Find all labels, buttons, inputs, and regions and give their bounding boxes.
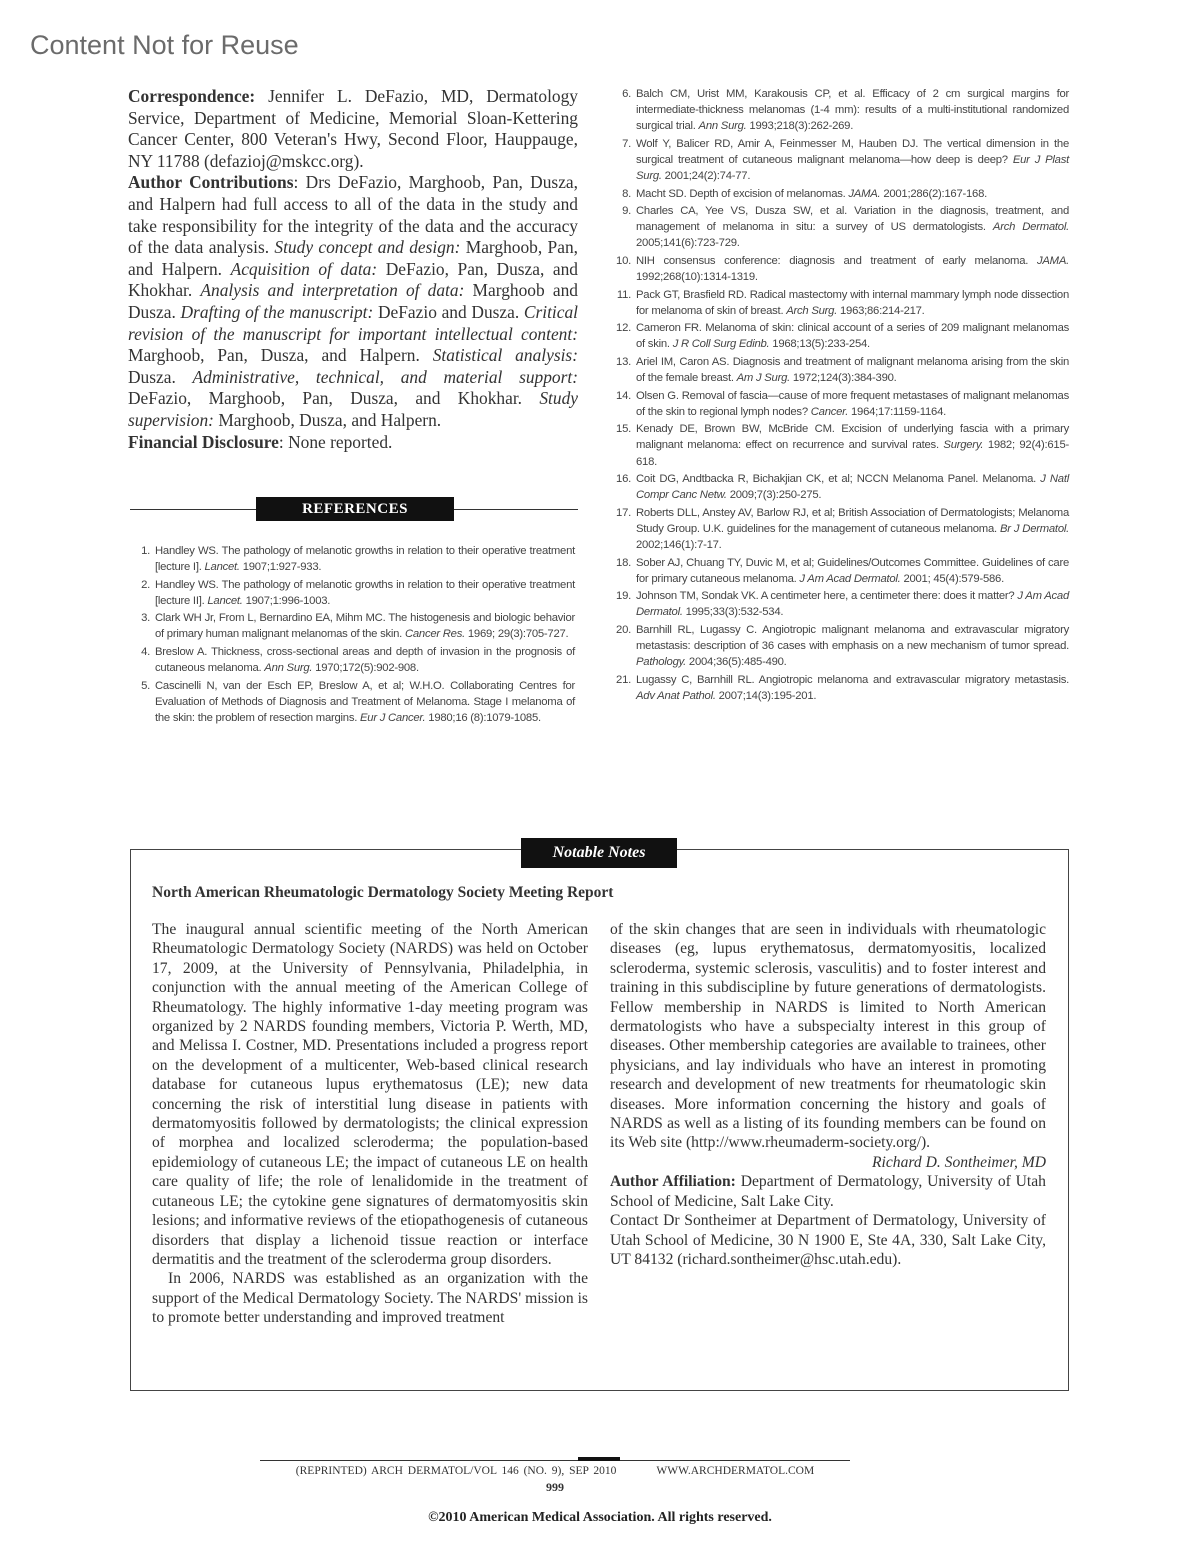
text: : None reported. bbox=[278, 431, 393, 452]
text: Marghoob and Dusza. bbox=[128, 280, 578, 322]
footer-rule-accent bbox=[578, 1457, 620, 1461]
reference-text bbox=[636, 320, 1069, 352]
text: DeFazio and Dusza. bbox=[373, 301, 524, 322]
journal-name: Surgery. bbox=[943, 439, 984, 452]
reference-body: Cameron FR. Melanoma of skin: clinical account of a series of 209 malignant melanomas of skin. bbox=[636, 322, 1069, 351]
reference-text bbox=[155, 577, 575, 609]
journal-name: Pathology. bbox=[636, 656, 687, 669]
reference-item bbox=[614, 622, 1069, 670]
journal-name: Lancet. bbox=[207, 594, 243, 607]
reference-details: 2007;14(3):195-201. bbox=[715, 689, 817, 702]
references-heading bbox=[130, 497, 578, 521]
reference-details: 1980;16 (8):1079-1085. bbox=[425, 711, 541, 724]
article-column-2 bbox=[610, 920, 1046, 1269]
text: : Drs DeFazio, Marghoob, Pan, Dusza, and Halpern had full access to all of the data in the study and take responsibility for the integrity of the data and the accuracy of the data analysis. bbox=[128, 172, 578, 258]
journal-name: Eur J Cancer. bbox=[360, 711, 426, 724]
paragraph: The inaugural annual scientific meeting of the North American Rheumatologic Dermatology Society (NARDS) was held on October 17, 2009, at the University of Pennsylvania, Philadelphia, in conjunction with the annual meeting of the American College of Rheumatology. The highly informative 1-day meeting program was organized by 2 NARDS founding members, Victoria P. Werth, MD, and Melissa I. Costner, MD. Presentations included a progress report on the development of a multicenter, Web-based clinical research database for cutaneous lupus erythematosus (LE); new data concerning the risk of interstitial lung disease in patients with dermatomyositis followed by dermatologists; the clinical expression of morphea and localized scleroderma; the population-based epidemiology of cutaneous LE; the impact of cutaneous LE on health care quality of life; the role of lenalidomide in the treatment of cutaneous LE; the cytokine gene signatures of dermatomyositis skin lesions; and informative reviews of the etiopathogenesis of cutaneous disorders that display a lichenoid tissue reaction or interface dermatitis and the treatment of the scleroderma group disorders. bbox=[152, 921, 588, 1268]
reference-text bbox=[636, 471, 1069, 503]
reference-item bbox=[133, 644, 575, 676]
reference-item bbox=[614, 253, 1069, 285]
reference-details: 1970;172(5):902-908. bbox=[312, 662, 419, 675]
reference-number: 11. bbox=[616, 288, 631, 301]
reference-number: 8. bbox=[622, 187, 631, 200]
reference-details: 1993;218(3):262-269. bbox=[746, 120, 854, 133]
reference-body: Barnhill RL, Lugassy C. Angiotropic malignant melanoma and extravascular migratory metastasis: description of 36 cases with emphasis on a new mechanism of tumor spread. bbox=[636, 624, 1069, 653]
reference-details: 1964;17:1159-1164. bbox=[848, 405, 946, 418]
reference-number: 5. bbox=[141, 679, 150, 692]
journal-name: J R Coll Surg Edinb. bbox=[672, 338, 770, 351]
contact-info: Contact Dr Sontheimer at Department of Dermatology, University of Utah School of Medicine, 30 N 1900 E, Ste 4A, 330, Salt Lake City, UT 84132 (richard.sontheimer@hsc.utah.edu). bbox=[610, 1212, 1046, 1268]
reference-item bbox=[614, 588, 1069, 620]
journal-name: Adv Anat Pathol. bbox=[636, 689, 716, 702]
reference-number: 9. bbox=[622, 205, 631, 218]
reference-body: Sober AJ, Chuang TY, Duvic M, et al; Guidelines/Outcomes Committee. Guidelines of care for primary cutaneous melanoma. bbox=[636, 556, 1069, 585]
journal-name: J Natl Compr Canc Netw. bbox=[636, 473, 1069, 502]
article-heading: North American Rheumatologic Dermatology Society Meeting Report bbox=[152, 884, 614, 901]
reference-item bbox=[614, 287, 1069, 319]
notable-notes-box bbox=[130, 844, 1069, 1391]
paragraph bbox=[128, 432, 578, 454]
role-label: Acquisition of data: bbox=[230, 258, 378, 279]
reference-text bbox=[155, 678, 575, 726]
reference-text bbox=[155, 644, 575, 676]
reference-number: 16. bbox=[616, 473, 631, 486]
reference-item bbox=[614, 86, 1069, 134]
reference-number: 6. bbox=[622, 88, 631, 100]
paragraph bbox=[128, 172, 578, 431]
reference-body: Breslow A. Thickness, cross-sectional areas and depth of invasion in the prognosis of cutaneous melanoma. bbox=[155, 646, 575, 675]
reference-details: 1982; 92(4):615-618. bbox=[636, 439, 1070, 468]
reference-item bbox=[614, 672, 1069, 704]
reference-text bbox=[636, 86, 1069, 134]
reference-number: 7. bbox=[622, 137, 631, 150]
references-label: REFERENCES bbox=[256, 497, 454, 521]
footer-rule bbox=[260, 1460, 850, 1461]
reference-body: Ariel IM, Caron AS. Diagnosis and treatment of malignant melanoma arising from the skin of the female breast. bbox=[636, 356, 1069, 385]
reference-text bbox=[155, 610, 575, 642]
affiliation-text: Department of Dermatology, University of Utah School of Medicine, Salt Lake City. bbox=[610, 1173, 1046, 1210]
reference-body: Kenady DE, Brown BW, McBride CM. Excision of underlying fascia with a primary malignant melanoma: effect on recurrence and survival rates. bbox=[636, 423, 1069, 452]
journal-name: Br J Dermatol. bbox=[999, 522, 1069, 535]
author-affiliation bbox=[610, 1172, 1046, 1211]
label: Author Contributions bbox=[128, 172, 294, 193]
paragraph bbox=[128, 86, 578, 172]
reference-text bbox=[636, 622, 1069, 670]
role-label: Analysis and interpretation of data: bbox=[200, 280, 465, 301]
author-signature: Richard D. Sontheimer, MD bbox=[872, 1153, 1046, 1171]
text: Marghoob, Pan, Dusza, and Halpern. bbox=[128, 345, 433, 366]
reference-text bbox=[636, 555, 1069, 587]
paragraph: of the skin changes that are seen in individuals with rheumatologic diseases (eg, lupus erythematosus, dermatomyositis, localized scleroderma, systemic sclerosis, vasculitis) and to foster interest and training in this subdiscipline by future generations of dermatologists. Fellow membership in NARDS is limited to North American dermatologists who have a subspecialty interest in this group of diseases. Other membership categories are available to trainees, other physicians, and lay individuals who have an interest in promoting research and development of new treatments for rheumatologic skin diseases. More information concerning the history and goals of NARDS as well as a listing of its founding members can be found on its Web site (http://www.rheumaderm-society.org/). bbox=[610, 921, 1046, 1152]
journal-name: Eur J Plast Surg. bbox=[636, 153, 1069, 182]
journal-name: JAMA. bbox=[1036, 254, 1069, 267]
watermark: Content Not for Reuse bbox=[30, 30, 299, 60]
reference-body: Pack GT, Brasfield RD. Radical mastectomy with internal mammary lymph node dissection for melanoma of skin of breast. bbox=[636, 288, 1069, 317]
reference-text bbox=[636, 588, 1069, 620]
reference-text bbox=[636, 186, 1069, 202]
reference-item bbox=[133, 610, 575, 642]
notable-notes-tag: Notable Notes bbox=[521, 838, 677, 868]
reference-details: 2001; 45(4):579-586. bbox=[900, 572, 1004, 585]
reference-details: 1907;1:927-933. bbox=[239, 561, 322, 574]
reference-text bbox=[636, 287, 1069, 319]
reference-details: 2004;36(5):485-490. bbox=[686, 656, 787, 669]
reference-body: NIH consensus conference: diagnosis and treatment of early melanoma. bbox=[636, 254, 1037, 267]
reference-body: Coit DG, Andtbacka R, Bichakjian CK, et al; NCCN Melanoma Panel. Melanoma. bbox=[636, 473, 1041, 486]
reference-details: 1969; 29(3):705-727. bbox=[465, 628, 569, 641]
reference-text bbox=[636, 505, 1069, 553]
journal-website: WWW.ARCHDERMATOL.COM bbox=[656, 1465, 815, 1477]
journal-name: Ann Surg. bbox=[698, 120, 747, 133]
journal-name: J Am Acad Dermatol. bbox=[636, 590, 1069, 619]
reference-item bbox=[614, 136, 1069, 184]
label: Correspondence: bbox=[128, 86, 256, 106]
reference-text bbox=[636, 354, 1069, 386]
reference-item bbox=[614, 354, 1069, 386]
reference-details: 2002;146(1):7-17. bbox=[636, 539, 722, 552]
reference-number: 20. bbox=[616, 624, 631, 636]
reference-number: 19. bbox=[616, 590, 631, 603]
reference-text bbox=[155, 543, 575, 575]
reference-body: Macht SD. Depth of excision of melanomas. bbox=[636, 187, 849, 200]
journal-name: Arch Dermatol. bbox=[992, 221, 1069, 234]
role-label: Drafting of the manuscript: bbox=[180, 301, 374, 322]
reference-number: 4. bbox=[141, 646, 150, 659]
reference-text bbox=[636, 253, 1069, 285]
reference-body: Clark WH Jr, From L, Bernardino EA, Mihm MC. The histogenesis and biologic behavior of primary human malignant melanomas of the skin. bbox=[155, 612, 575, 641]
reference-item bbox=[133, 577, 575, 609]
role-label: Statistical analysis: bbox=[432, 345, 578, 366]
role-label: Study concept and design: bbox=[274, 237, 461, 258]
paragraph: In 2006, NARDS was established as an organization with the support of the Medical Dermatology Society. The NARDS' mission is to promote better understanding and improved treatment bbox=[152, 1270, 588, 1327]
reference-body: Handley WS. The pathology of melanotic growths in relation to their operative treatment [lecture I]. bbox=[155, 545, 575, 574]
label: Financial Disclosure bbox=[128, 431, 279, 452]
correspondence-section bbox=[128, 86, 578, 453]
reference-body: Olsen G. Removal of fascia—cause of more frequent metastases of malignant melanomas of the skin to regional lymph nodes? bbox=[636, 389, 1069, 418]
journal-name: Ann Surg. bbox=[264, 662, 313, 675]
reference-item bbox=[614, 421, 1069, 469]
role-label: Study supervision: bbox=[128, 388, 578, 430]
text: DeFazio, Marghoob, Pan, Dusza, and Khokhar. bbox=[128, 388, 540, 409]
reference-body: Balch CM, Urist MM, Karakousis CP, et al. Efficacy of 2 cm surgical margins for intermediate-thickness melanomas (1-4 mm): results of a multi-institutional randomized surgical trial. bbox=[636, 88, 1069, 133]
role-label: Critical revision of the manuscript for important intellectual content: bbox=[128, 301, 578, 344]
journal-name: Cancer. bbox=[810, 405, 849, 418]
reference-details: 1963;86:214-217. bbox=[837, 304, 925, 317]
reference-item bbox=[614, 505, 1069, 553]
article-column-1 bbox=[152, 920, 588, 1328]
reference-number: 13. bbox=[616, 356, 631, 368]
reference-details: 2001;24(2):74-77. bbox=[661, 169, 751, 182]
text: Marghoob, Pan, and Halpern. bbox=[128, 237, 578, 279]
reference-item bbox=[614, 471, 1069, 503]
reference-item bbox=[614, 203, 1069, 251]
journal-name: Arch Surg. bbox=[786, 304, 838, 317]
journal-name: Lancet. bbox=[204, 561, 240, 574]
reference-details: 1907;1:996-1003. bbox=[242, 594, 331, 607]
reference-number: 1. bbox=[141, 545, 150, 557]
reference-text bbox=[636, 672, 1069, 704]
reference-item bbox=[614, 320, 1069, 352]
reference-body: Cascinelli N, van der Esch EP, Breslow A, et al; W.H.O. Collaborating Centres for Evaluation of Methods of Diagnosis and Treatment of Melanoma. Stage I melanoma of the skin: the problem of resection margins. bbox=[155, 679, 575, 724]
reference-item bbox=[133, 543, 575, 575]
reference-body: Handley WS. The pathology of melanotic growths in relation to their operative treatment [lecture II]. bbox=[155, 578, 575, 607]
reference-number: 18. bbox=[616, 556, 631, 569]
journal-name: Cancer Res. bbox=[404, 628, 466, 641]
reference-body: Johnson TM, Sondak VK. A centimeter here, a centimeter there: does it matter? bbox=[636, 590, 1018, 603]
reference-body: Roberts DLL, Anstey AV, Barlow RJ, et al; British Association of Dermatologists; Melanoma Study Group. U.K. guidelines for the management of cutaneous melanoma. bbox=[636, 506, 1069, 535]
text: DeFazio, Pan, Dusza, and Khokhar. bbox=[128, 258, 578, 301]
reference-text bbox=[636, 421, 1069, 469]
text: Marghoob, Dusza, and Halpern. bbox=[213, 409, 442, 430]
references-list-left bbox=[133, 543, 575, 728]
reference-details: 1968;13(5):233-254. bbox=[769, 338, 870, 351]
reference-number: 2. bbox=[141, 578, 150, 591]
reference-details: 2005;141(6):723-729. bbox=[636, 237, 740, 250]
affiliation-label: Author Affiliation: bbox=[610, 1173, 736, 1191]
reference-item bbox=[614, 555, 1069, 587]
reference-text bbox=[636, 388, 1069, 420]
text: Jennifer L. DeFazio, MD, Dermatology Service, Department of Medicine, Memorial Sloan-Kettering Cancer Center, 800 Veteran's Hwy, Second Floor, Hauppauge, NY 11788 (defazioj@mskcc.org). bbox=[128, 86, 578, 171]
role-label: Administrative, technical, and material support: bbox=[192, 366, 579, 387]
page-number: 999 bbox=[546, 1480, 564, 1494]
reference-item bbox=[614, 388, 1069, 420]
reference-details: 1992;268(10):1314-1319. bbox=[636, 271, 758, 284]
reference-body: Lugassy C, Barnhill RL. Angiotropic melanoma and extravascular migratory metastasis. bbox=[636, 673, 1069, 686]
reference-body: Wolf Y, Balicer RD, Amir A, Feinmesser M, Hauben DJ. The vertical dimension in the surgical treatment of cutaneous malignant melanoma—how deep is deep? bbox=[636, 137, 1069, 166]
reference-number: 10. bbox=[616, 254, 631, 267]
reference-details: 2009;7(3):250-275. bbox=[726, 489, 822, 502]
reference-number: 3. bbox=[141, 612, 150, 625]
journal-name: JAMA. bbox=[848, 187, 881, 200]
copyright: ©2010 American Medical Association. All rights reserved. bbox=[428, 1510, 772, 1525]
reference-body: Charles CA, Yee VS, Dusza SW, et al. Variation in the diagnosis, treatment, and management of melanoma in situ: a survey of US dermatologists. bbox=[636, 205, 1069, 234]
reference-number: 14. bbox=[616, 389, 631, 402]
journal-citation: (REPRINTED) ARCH DERMATOL/VOL 146 (NO. 9), SEP 2010 bbox=[295, 1465, 617, 1477]
reference-number: 15. bbox=[616, 423, 631, 436]
references-list-right bbox=[614, 86, 1069, 705]
reference-details: 2001;286(2):167-168. bbox=[880, 187, 987, 200]
reference-number: 21. bbox=[616, 673, 631, 686]
reference-item bbox=[614, 186, 1069, 202]
reference-number: 12. bbox=[616, 322, 631, 335]
reference-number: 17. bbox=[616, 506, 631, 519]
reference-text bbox=[636, 136, 1069, 184]
reference-text bbox=[636, 203, 1069, 251]
reference-item bbox=[133, 678, 575, 726]
reference-details: 1972;124(3):384-390. bbox=[790, 372, 897, 385]
reference-details: 1995;33(3):532-534. bbox=[682, 606, 784, 619]
journal-name: Am J Surg. bbox=[736, 372, 790, 385]
journal-name: J Am Acad Dermatol. bbox=[799, 572, 901, 585]
text: Dusza. bbox=[128, 366, 193, 387]
